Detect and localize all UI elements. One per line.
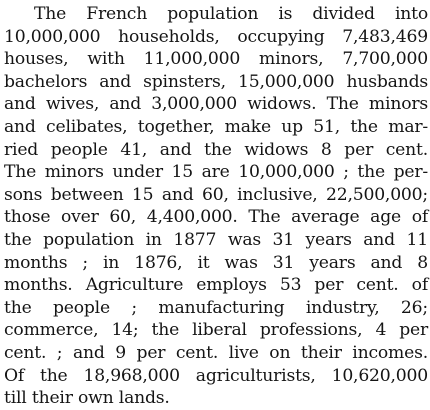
article-paragraph <box>4 3 428 410</box>
text-line: the population in 1877 was 31 years and 11 <box>4 229 428 250</box>
text-line: sons between 15 and 60, inclusive, 22,500,000; <box>4 184 428 205</box>
text-line: ried people 41, and the widows 8 per cent. <box>4 139 428 160</box>
text-line: cent. ; and 9 per cent. live on their incomes. <box>4 342 428 363</box>
text-line: months ; in 1876, it was 31 years and 8 <box>4 252 428 273</box>
text-line: 10,000,000 households, occupying 7,483,469 <box>4 26 428 47</box>
text-line: the people ; manufacturing industry, 26; <box>4 297 428 318</box>
text-line: bachelors and spinsters, 15,000,000 husbands <box>4 71 428 92</box>
text-line: commerce, 14; the liberal professions, 4 per <box>4 320 428 341</box>
text-line: The minors under 15 are 10,000,000 ; the per- <box>4 162 428 183</box>
text-line: months. Agriculture employs 53 per cent. of <box>4 275 428 296</box>
text-line: and celibates, together, make up 51, the mar- <box>4 116 428 137</box>
text-line: houses, with 11,000,000 minors, 7,700,000 <box>4 49 428 70</box>
text-line: Of the 18,968,000 agriculturists, 10,620,000 <box>4 365 428 386</box>
text-line: till their own lands. <box>4 388 170 409</box>
text-line: and wives, and 3,000,000 widows. The minors <box>4 94 428 115</box>
text-line: those over 60, 4,400,000. The average age of <box>4 207 428 228</box>
text-line: The French population is divided into <box>34 4 428 24</box>
